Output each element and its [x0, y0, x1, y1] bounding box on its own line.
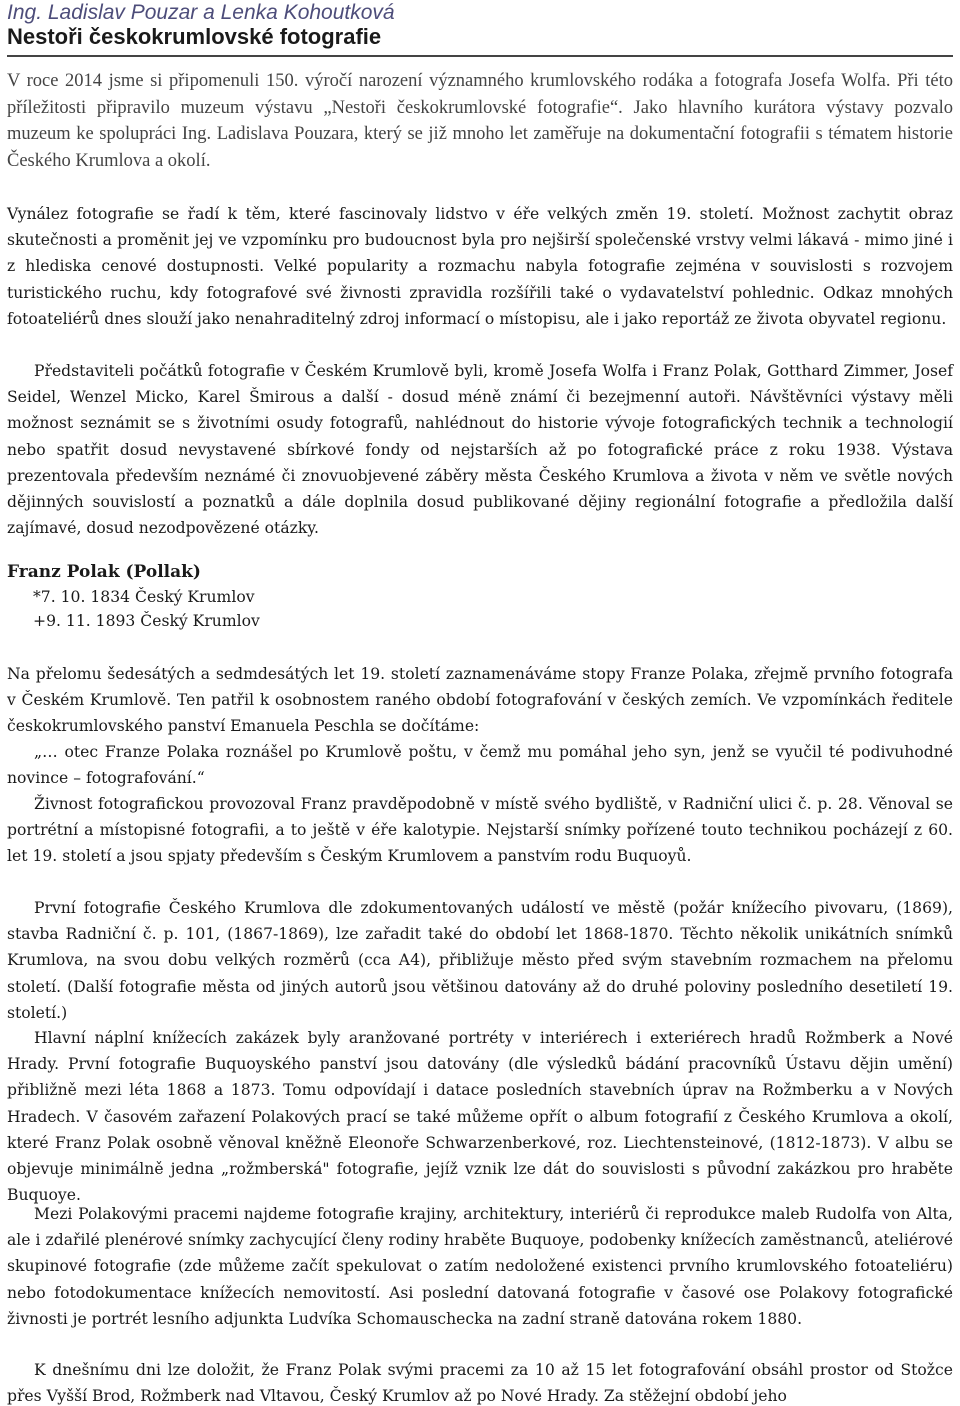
intro-paragraph: V roce 2014 jsme si připomenuli 150. výročí narození významného krumlovského rodáka a fotografa Josefa Wolfa. Při této příležitosti připravilo muzeum výstavu „Nestoři českokrumlovské fotografie“. Jako hlavního kurátora výstavy pozvalo muzeum ke spolupráci Ing. Ladislava Pouzara, který se již mnoho let zaměřuje na dokumentační fotografii s tématem historie Českého Krumlova a okolí.: [7, 71, 953, 171]
document-title: Nestoři českokrumlovské fotografie: [7, 24, 382, 49]
quote-paragraph: „… otec Franze Polaka roznášel po Krumlově poštu, v čemž mu pomáhal jeho syn, jenž se vyučil té podivuhodné novince – fotografování.“: [7, 743, 953, 788]
body-paragraph: Živnost fotografickou provozoval Franz pravděpodobně v místě svého bydliště, v Radniční ulici č. p. 28. Věnoval se portrétní a místopisné fotografii, a to ještě v éře kalotypie. Nejstarší snímky pořízené touto technikou pocházejí z 60. let 19. století a jsou spjaty především s Českým Krumlovem a panstvím rodu Buquoyů.: [7, 795, 953, 866]
header-divider: [7, 55, 953, 57]
body-paragraph: Představiteli počátků fotografie v Českém Krumlově byli, kromě Josefa Wolfa i Franz Polak, Gotthard Zimmer, Josef Seidel, Wenzel Micko, Karel Šmirous a další - dosud méně známí či bezejmenní autoři. Návštěvníci výstavy měli možnost seznámit se s životními osudy fotografů, nahlédnout do historie vývoje fotografických technik a technologií nebo spatřit dosud nevystavené sbírkové fondy od nejstarších až po fotografické práce z roku 1938. Výstava prezentovala především neznámé či znovuobjevené záběry města Českého Krumlova a života v něm ve světle nových dějinných souvislostí a poznatků a dále doplnila dosud publikované dějiny regionální fotografie a předložila další zajímavé, dosud nezodpovězené otázky.: [7, 362, 953, 538]
section-heading: Franz Polak (Pollak): [7, 562, 201, 582]
document-authors: Ing. Ladislav Pouzar a Lenka Kohoutková: [7, 1, 395, 24]
body-paragraph: Vynález fotografie se řadí k těm, které fascinovaly lidstvo v éře velkých změn 19. století. Možnost zachytit obraz skutečnosti a proměnit jej ve vzpomínku pro budoucnost byla pro nejširší společenské vrstvy velmi lákavá - mimo jiné i z hlediska cenové dostupnosti. Velké popularity a rozmachu nabyla fotografie zejména v souvislosti s rozvojem turistického ruchu, kdy fotografové své živnosti zpravidla rozšířili také o vydavatelství pohlednic. Odkaz mnohých fotoateliérů dnes slouží jako nenahraditelný zdroj informací o místopisu, ale i jako reportáž ze života obyvatel regionu.: [7, 205, 953, 328]
birth-date: *7. 10. 1834 Český Krumlov: [33, 588, 255, 606]
body-paragraph: První fotografie Českého Krumlova dle zdokumentovaných událostí ve městě (požár knížecího pivovaru, (1869), stavba Radniční č. p. 101, (1867-1869), lze zařadit také do období let 1868-1870. Těchto několik unikátních snímků Krumlova, na svou dobu velkých rozměrů (cca A4), přibližuje město před svým stavebním rozmachem na přelomu století. (Další fotografie města od jiných autorů jsou většinou datovány až do druhé poloviny posledního desetiletí 19. století.): [7, 899, 953, 1022]
body-paragraph: Mezi Polakovými pracemi najdeme fotografie krajiny, architektury, interiérů či reprodukce maleb Rudolfa von Alta, ale i zdařilé plenérové snímky zachycující členy rodiny hraběte Buquoye, podobenky knížecích zaměstnanců, ateliérové skupinové fotografie (zde můžeme začít spekulovat o zatím nedoložené existenci prvního krumlovského fotoateliéru) nebo fotodokumentace knížecích nemovitostí. Asi poslední datovaná fotografie v časové ose Polakovy fotografické živnosti je portrét lesního adjunkta Ludvíka Schomauschecka na zadní straně datována rokem 1880.: [7, 1205, 953, 1328]
body-paragraph: Na přelomu šedesátých a sedmdesátých let 19. století zaznamenáváme stopy Franze Polaka, zřejmě prvního fotografa v Českém Krumlově. Ten patřil k osobnostem raného období fotografování v českých zemích. Ve vzpomínkách ředitele českokrumlovského panství Emanuela Peschla se dočítáme:: [7, 665, 953, 736]
body-paragraph: Hlavní náplní knížecích zakázek byly aranžované portréty v interiérech i exteriérech hradů Rožmberk a Nové Hrady. První fotografie Buquoyského panství jsou datovány (dle výsledků bádání pracovníků Ústavu dějin umění) přibližně mezi léta 1868 a 1873. Tomu odpovídají i datace posledních stavebních úprav na Rožmberku a v Nových Hradech. V časovém zařazení Polakových prací se také můžeme opřít o album fotografií z Českého Krumlova a okolí, které Franz Polak osobně věnoval kněžně Eleonoře Schwarzenberkové, roz. Liechtensteinové, (1812-1873). V albu se objevuje minimálně jedna „rožmberská" fotografie, jejíž vznik lze dát do souvislosti s původní zakázkou pro hraběte Buquoye.: [7, 1029, 953, 1205]
death-date: +9. 11. 1893 Český Krumlov: [33, 612, 260, 630]
body-paragraph: K dnešnímu dni lze doložit, že Franz Polak svými pracemi za 10 až 15 let fotografování obsáhl prostor od Stožce přes Vyšší Brod, Rožmberk nad Vltavou, Český Krumlov až po Nové Hrady. Za stěžejní období jeho: [7, 1361, 953, 1406]
